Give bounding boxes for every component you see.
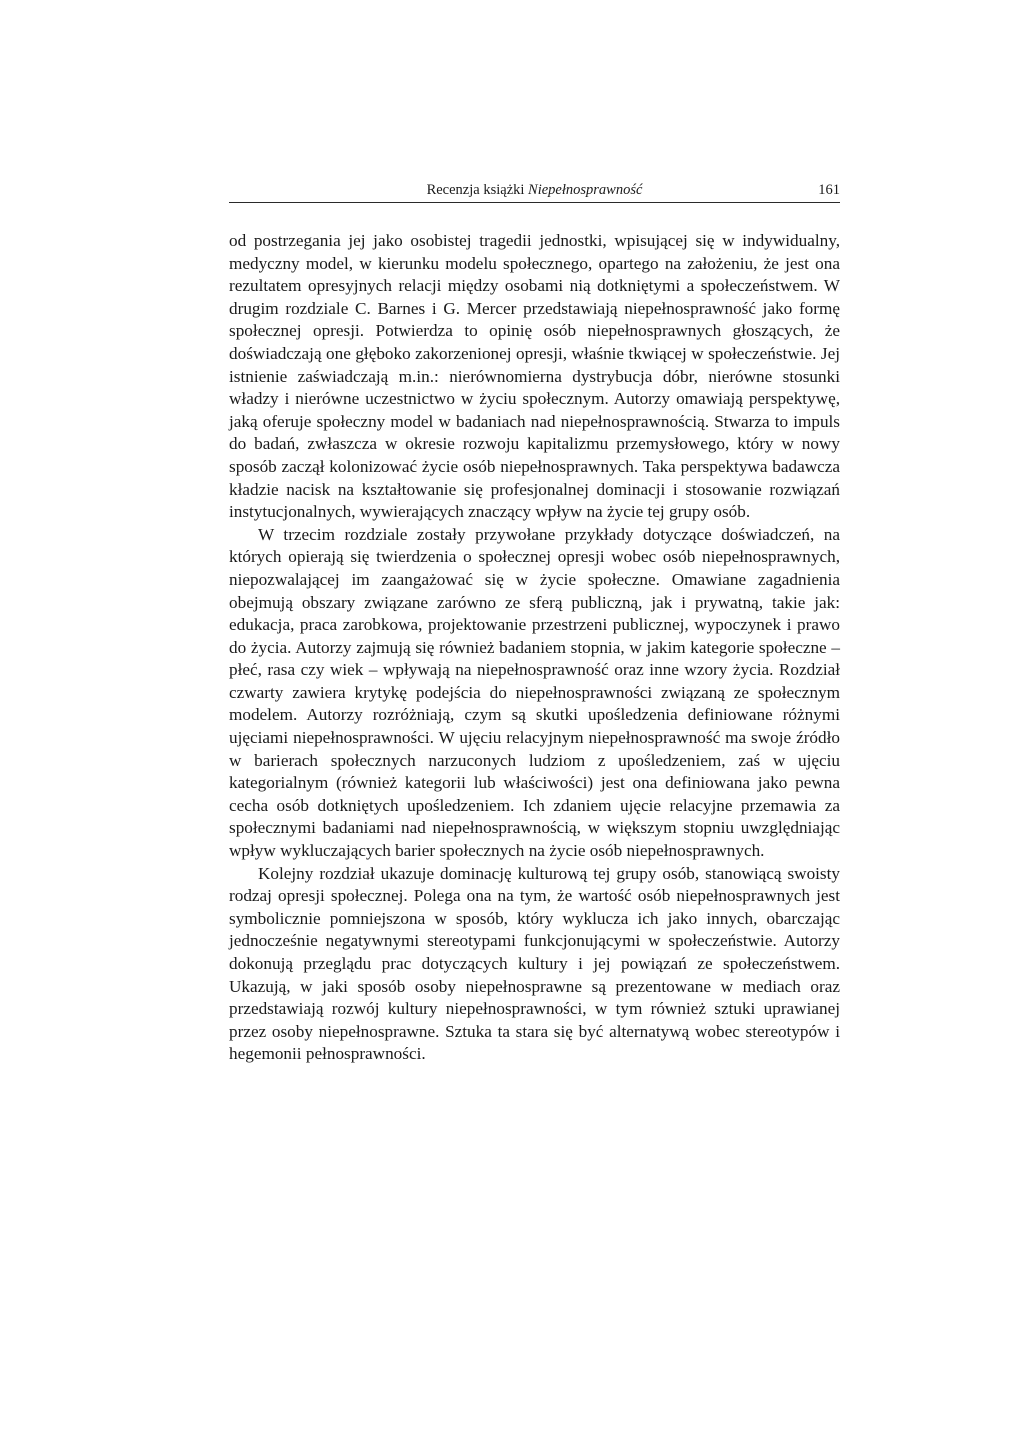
paragraph-1: od postrzegania jej jako osobistej tragedii jednostki, wpisującej się w indywidualny, medyczny model, w kierunku modelu społecznego, opartego na założeniu, że jest ona rezultatem opresyjnych relacji między osobami nią dotkniętymi a społeczeństwem. W drugim rozdziale C. Barnes i G. Mercer przedstawiają niepełnosprawność jako formę społecznej opresji. Potwierdza to opinię osób niepełnosprawnych głoszących, że doświadczają one głęboko zakorzenionej opresji, właśnie tkwiącej w społeczeństwie. Jej istnienie zaświadczają m.in.: nierównomierna dystrybucja dóbr, nierówne stosunki władzy i nierówne uczestnictwo w życiu społecznym. Autorzy omawiają perspektywę, jaką oferuje społeczny model w badaniach nad niepełnosprawnością. Stwarza to impuls do badań, zwłaszcza w okresie rozwoju kapitalizmu przemysłowego, który w nowy sposób zaczął kolonizować życie osób niepełnosprawnych. Taka perspektywa badawcza kładzie nacisk na kształtowanie się profesjonalnej dominacji i stosowanie rozwiązań instytucjonalnych, wywierających znaczący wpływ na życie tej grupy osób. bbox=[229, 231, 840, 522]
paragraph-2: W trzecim rozdziale zostały przywołane przykłady dotyczące doświadczeń, na których opierają się twierdzenia o społecznej opresji wobec osób niepełnosprawnych, niepozwalającej im zaangażować się w życie społeczne. Omawiane zagadnienia obejmują obszary związane zarówno ze sferą publiczną, jak i prywatną, takie jak: edukacja, praca zarobkowa, projektowanie przestrzeni publicznej, wypoczynek i prawo do życia. Autorzy zajmują się również badaniem stopnia, w jakim kategorie społeczne – płeć, rasa czy wiek – wpływają na niepełnosprawność oraz inne wzory życia. Rozdział czwarty zawiera krytykę podejścia do niepełnosprawności związaną ze społecznym modelem. Autorzy rozróżniają, czym są skutki upośledzenia definiowane różnymi ujęciami niepełnosprawności. W ujęciu relacyjnym niepełnosprawność ma swoje źródło w barierach społecznych narzuconych ludziom z upośledzeniem, zaś w ujęciu kategorialnym (również kategorii lub właściwości) jest ona definiowana jako pewna cecha osób dotkniętych upośledzeniem. Ich zdaniem ujęcie relacyjne przemawia za społecznymi badaniami nad niepełnosprawnością, w większym stopniu uwzględniając wpływ wykluczających barier społecznych na życie osób niepełnosprawnych. bbox=[229, 524, 840, 861]
page-number: 161 bbox=[818, 182, 840, 198]
paragraph-3: Kolejny rozdział ukazuje dominację kulturową tej grupy osób, stanowiącą swoisty rodzaj opresji społecznej. Polega ona na tym, że wartość osób niepełnosprawnych jest symbolicznie pomniejszona w sposób, który wyklucza ich jako innych, obarczając jednocześnie negatywnymi stereotypami funkcjonującymi w społeczeństwie. Autorzy dokonują przeglądu prac dotyczących kultury i jej powiązań ze społeczeństwem. Ukazują, w jaki sposób osoby niepełnosprawne są prezentowane w mediach oraz przedstawiają rozwój kultury niepełnosprawności, w tym również sztuki uprawianej przez osoby niepełnosprawne. Sztuka ta stara się być alternatywą wobec stereotypów i hegemonii pełnosprawności. bbox=[229, 863, 840, 1064]
body-text bbox=[229, 230, 840, 1066]
book-page bbox=[229, 178, 840, 1066]
header-book-title: Niepełnosprawność bbox=[528, 182, 643, 198]
running-header bbox=[229, 178, 840, 203]
header-title-prefix: Recenzja książki bbox=[426, 182, 525, 198]
running-header-title bbox=[229, 182, 840, 199]
